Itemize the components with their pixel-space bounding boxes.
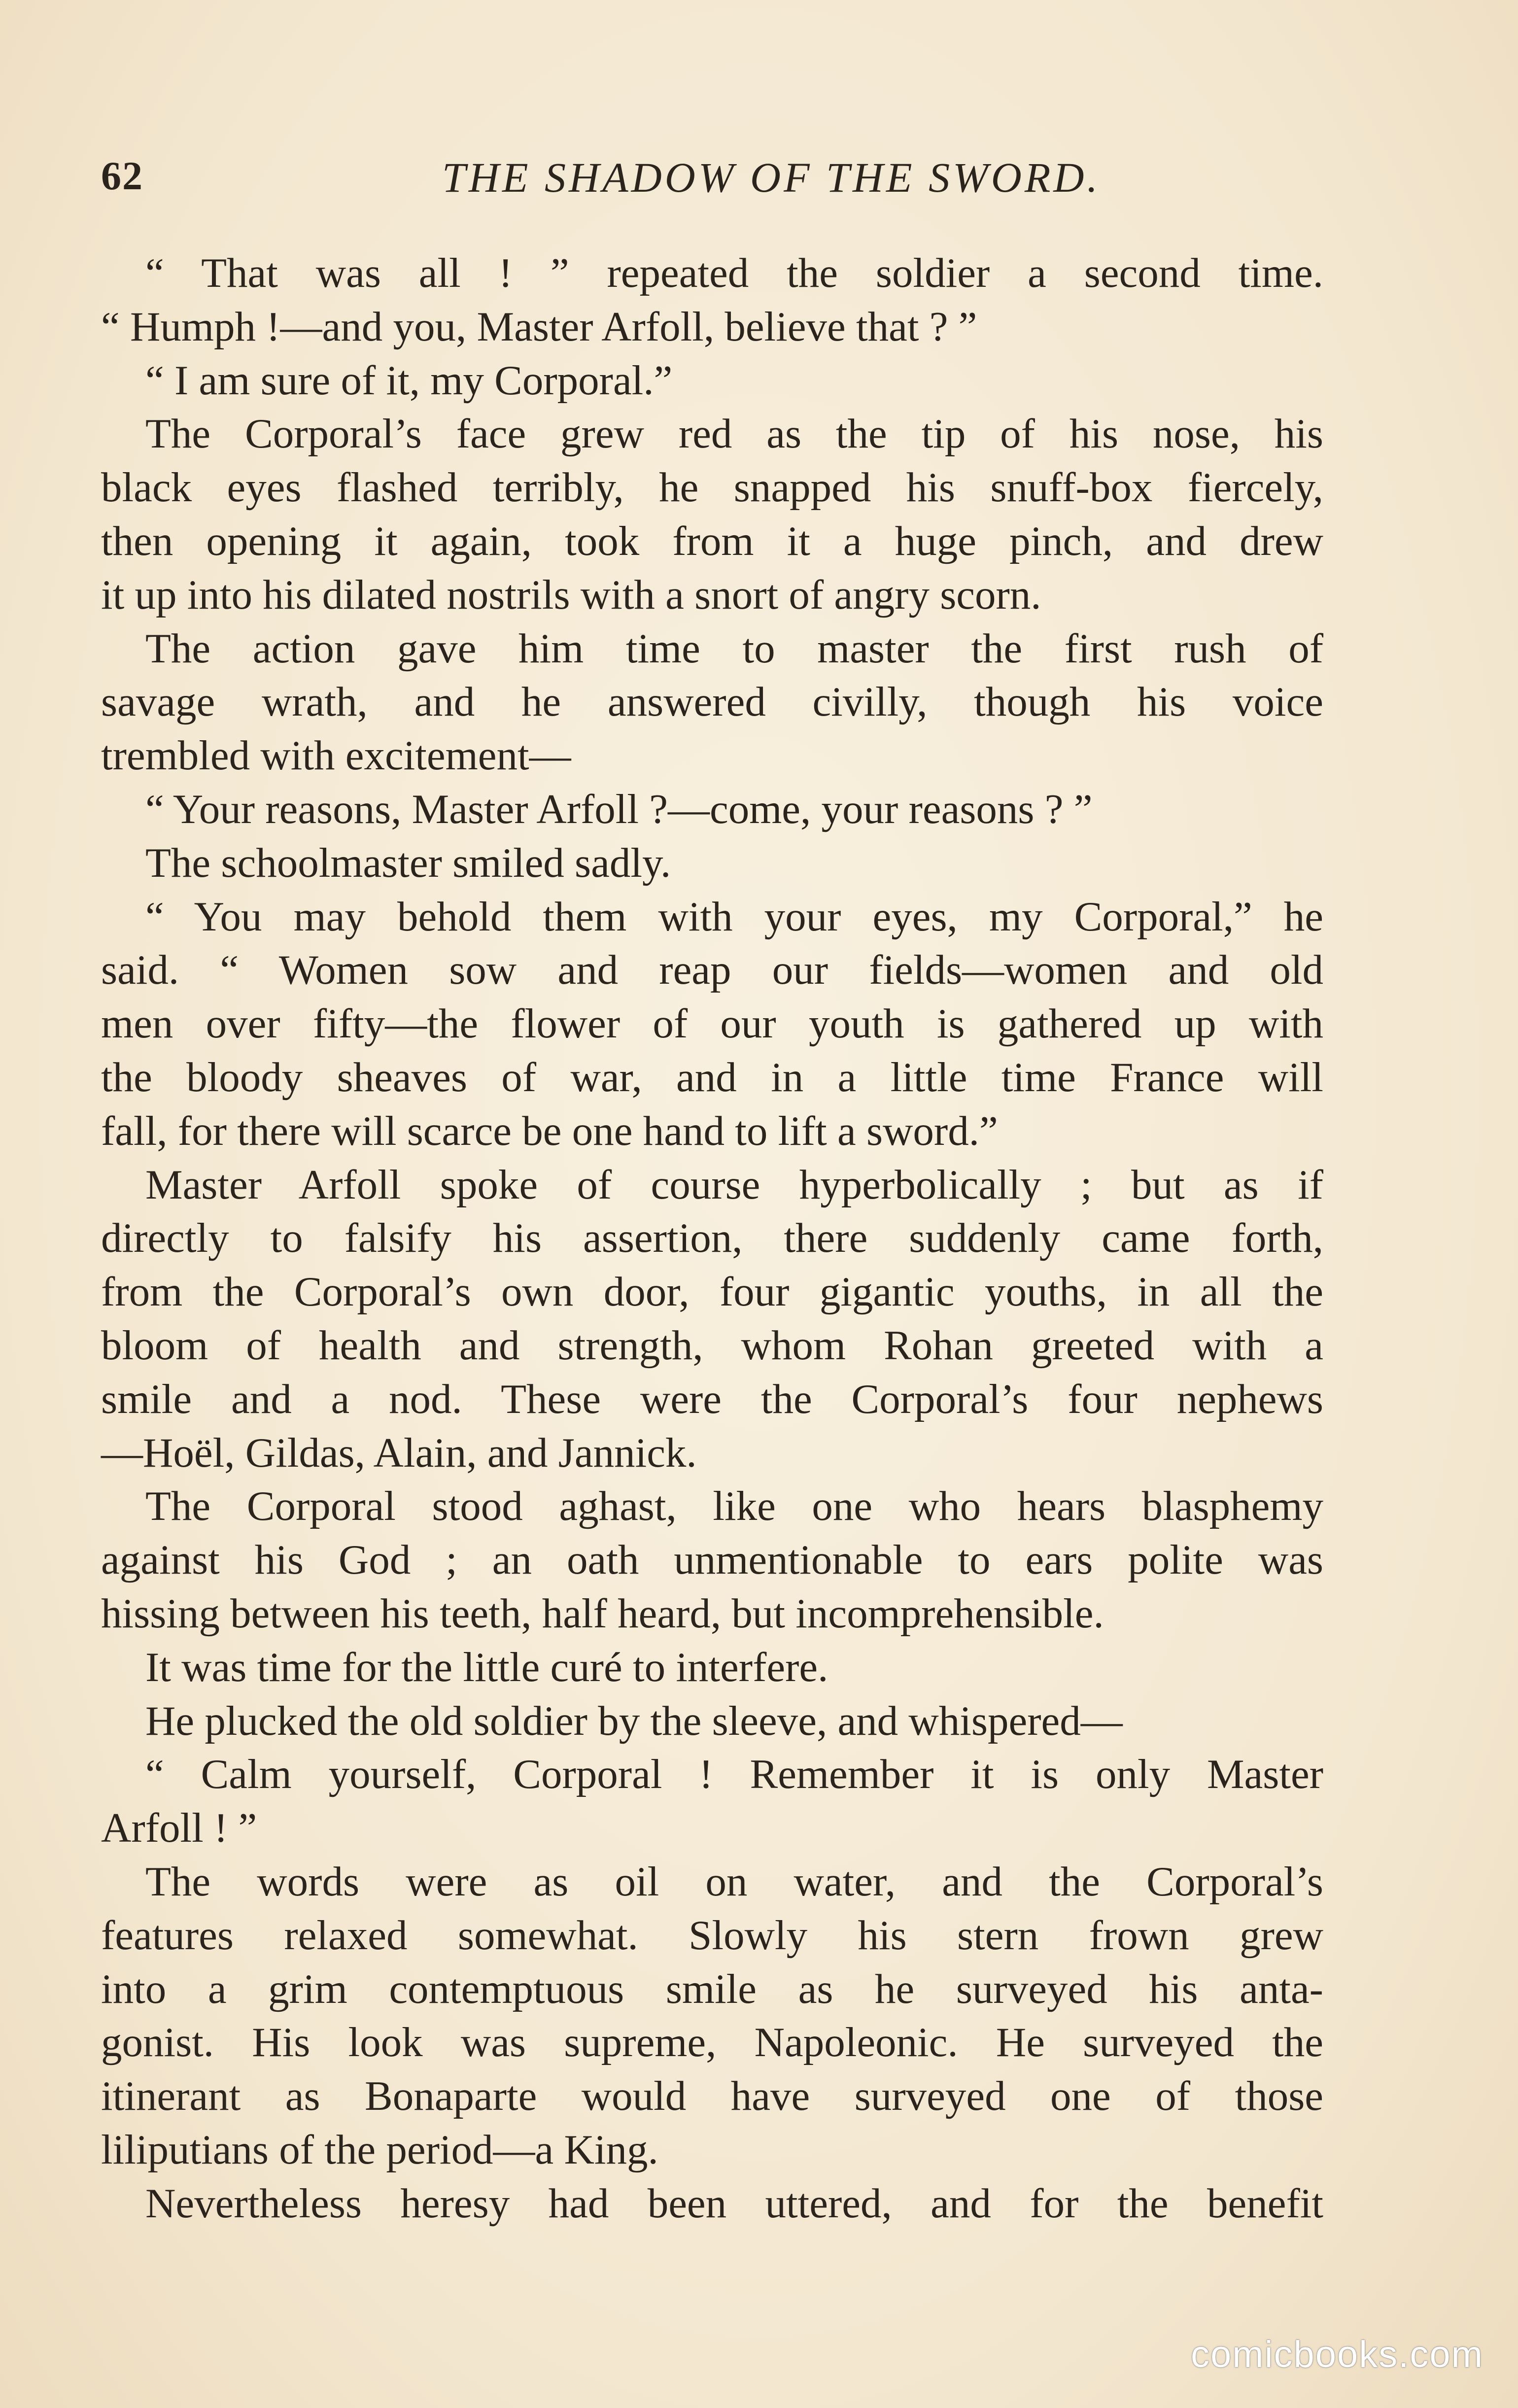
text-line: trembled with excitement— (101, 732, 571, 779)
text-line: against his God ; an oath unmentionable to ears polite was (101, 1537, 1323, 1583)
text-line: the bloody sheaves of war, and in a little time France will (101, 1054, 1323, 1101)
text-line: then opening it again, took from it a huge pinch, and drew (101, 517, 1323, 564)
text-line: Arfoll ! ” (101, 1805, 257, 1852)
text-line: features relaxed somewhat. Slowly his stern frown grew (101, 1912, 1323, 1959)
text-line: itinerant as Bonaparte would have surveyed one of those (101, 2073, 1323, 2120)
text-line: smile and a nod. These were the Corporal’s four nephews (101, 1376, 1323, 1422)
page-header (101, 148, 1323, 217)
text-line: The action gave him time to master the first rush of (145, 625, 1323, 672)
text-line: It was time for the little curé to interfere. (145, 1644, 828, 1690)
text-line: liliputians of the period—a King. (101, 2126, 658, 2173)
text-line: gonist. His look was supreme, Napoleonic. He surveyed the (101, 2019, 1323, 2066)
text-line: The Corporal stood aghast, like one who hears blasphemy (145, 1483, 1323, 1530)
running-title: THE SHADOW OF THE SWORD. (442, 154, 1101, 201)
text-line: “ I am sure of it, my Corporal.” (145, 357, 673, 404)
text-line: “ Calm yourself, Corporal ! Remember it is only Master (145, 1751, 1323, 1798)
text-line: Nevertheless heresy had been uttered, and for the benefit (145, 2180, 1323, 2227)
text-line: The words were as oil on water, and the Corporal’s (145, 1858, 1323, 1905)
text-line: savage wrath, and he answered civilly, though his voice (101, 679, 1323, 725)
watermark: comicbooks.com (1191, 2334, 1484, 2375)
text-line: into a grim contemptuous smile as he surveyed his anta- (101, 1965, 1323, 2012)
text-line: “ You may behold them with your eyes, my Corporal,” he (145, 893, 1323, 940)
text-line: hissing between his teeth, half heard, but incomprehensible. (101, 1590, 1104, 1637)
text-line: The Corporal’s face grew red as the tip of his nose, his (145, 411, 1323, 457)
text-line: The schoolmaster smiled sadly. (145, 839, 671, 886)
text-line: “ That was all ! ” repeated the soldier a second time. (145, 250, 1323, 296)
body-text (101, 246, 1323, 2230)
text-line: said. “ Women sow and reap our fields—women and old (101, 947, 1323, 994)
page-number: 62 (101, 153, 143, 198)
text-line: —Hoël, Gildas, Alain, and Jannick. (101, 1429, 697, 1476)
text-line: fall, for there will scarce be one hand to lift a sword.” (101, 1107, 998, 1154)
text-line: it up into his dilated nostrils with a snort of angry scorn. (101, 571, 1041, 618)
text-line: He plucked the old soldier by the sleeve, and whispered— (145, 1697, 1123, 1744)
text-line: “ Humph !—and you, Master Arfoll, believe that ? ” (101, 303, 977, 350)
text-line: bloom of health and strength, whom Rohan greeted with a (101, 1322, 1323, 1369)
text-line: directly to falsify his assertion, there suddenly came forth, (101, 1215, 1323, 1262)
text-line: black eyes flashed terribly, he snapped his snuff-box fiercely, (101, 464, 1323, 511)
text-line: men over fifty—the flower of our youth is gathered up with (101, 1000, 1323, 1047)
text-line: from the Corporal’s own door, four gigantic youths, in all the (101, 1269, 1323, 1315)
text-line: “ Your reasons, Master Arfoll ?—come, your reasons ? ” (145, 786, 1093, 832)
text-line: Master Arfoll spoke of course hyperbolically ; but as if (145, 1161, 1323, 1208)
